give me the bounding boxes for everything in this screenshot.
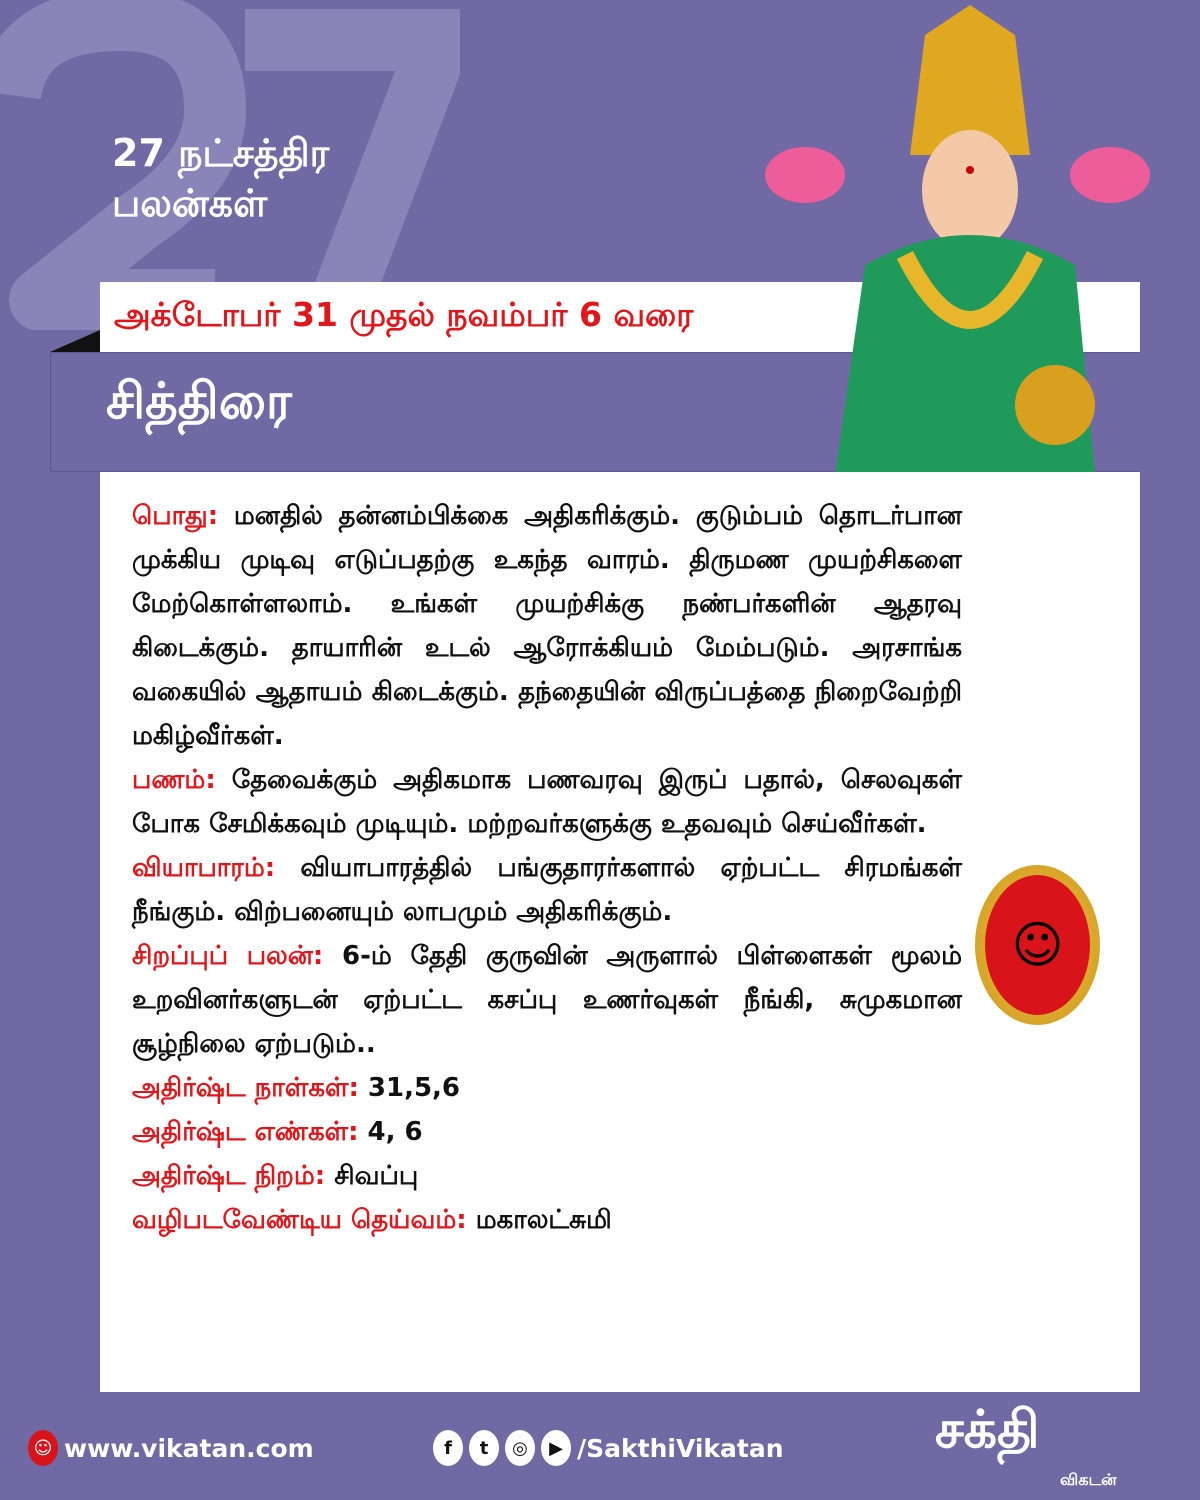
section-money — [132, 758, 962, 846]
youtube-icon[interactable]: ▶ — [541, 1430, 571, 1466]
section-general — [132, 494, 962, 758]
section-label: பணம்: — [132, 765, 216, 795]
vikatan-logo-icon: ☺ — [28, 1430, 58, 1466]
section-text: 31,5,6 — [358, 1073, 461, 1103]
section-label: சிறப்புப் பலன்: — [132, 941, 324, 971]
section-text: 6-ம் தேதி குருவின் அருளால் பிள்ளைகள் மூலம் உறவினர்களுடன் ஏற்பட்ட கசப்பு உணர்வுகள் நீங்கி, சுமுகமான சூழ்நிலை ஏற்படும்.. — [132, 941, 962, 1059]
star-name: சித்திரை — [106, 372, 292, 430]
brand-logo: சக்தி — [935, 1400, 1040, 1460]
section-text: சிவப்பு — [325, 1161, 419, 1191]
section-text: 4, 6 — [358, 1117, 423, 1147]
date-range: அக்டோபர் 31 முதல் நவம்பர் 6 வரை — [114, 295, 694, 334]
section-label: அதிர்ஷ்ட நிறம்: — [132, 1161, 326, 1191]
brand-sub: விகடன் — [1060, 1470, 1117, 1489]
deity — [132, 1198, 962, 1242]
vikatan-mascot-logo: ☺ — [975, 865, 1100, 1025]
section-label: பொது: — [132, 501, 219, 531]
section-text: தேவைக்கும் அதிகமாக பணவரவு இருப் பதால், செலவுகள் போக சேமிக்கவும் முடியும். மற்றவர்களுக்கு உதவவும் செய்வீர்கள். — [132, 765, 962, 839]
section-label: வழிபடவேண்டிய தெய்வம்: — [132, 1205, 467, 1235]
section-business — [132, 846, 962, 934]
footer — [28, 1430, 868, 1470]
corner-triangle — [50, 330, 100, 352]
lucky-color — [132, 1154, 962, 1198]
goddess-lakshmi-image — [755, 5, 1155, 475]
section-text: மனதில் தன்னம்பிக்கை அதிகரிக்கும். குடும்பம் தொடர்பான முக்கிய முடிவு எடுப்பதற்கு உகந்த வாரம். திருமண முயற்சிகளை மேற்கொள்ளலாம். உங்கள் முயற்சிக்கு நண்பர்களின் ஆதரவு கிடைக்கும். தாயாரின் உடல் ஆரோக்கியம் மேம்படும். அரசாங்க வகையில் ஆதாயம் கிடைக்கும். தந்தையின் விருப்பத்தை நிறைவேற்றி மகிழ்வீர்கள். — [132, 501, 962, 751]
social-handle[interactable]: /SakthiVikatan — [577, 1433, 784, 1463]
lucky-days — [132, 1066, 962, 1110]
section-label: வியாபாரம்: — [132, 853, 276, 883]
website-link[interactable]: www.vikatan.com — [64, 1433, 314, 1463]
section-text: வியாபாரத்தில் பங்குதாரர்களால் ஏற்பட்ட சிரமங்கள் நீங்கும். விற்பனையும் லாபமும் அதிகரிக்கும். — [132, 853, 962, 927]
section-special — [132, 934, 962, 1066]
lucky-numbers — [132, 1110, 962, 1154]
instagram-icon[interactable]: ◎ — [505, 1430, 535, 1466]
twitter-icon[interactable]: t — [469, 1430, 499, 1466]
facebook-icon[interactable]: f — [433, 1430, 463, 1466]
series-title: 27 நட்சத்திர பலன்கள் — [112, 131, 330, 225]
section-label: அதிர்ஷ்ட எண்கள்: — [132, 1117, 359, 1147]
section-label: அதிர்ஷ்ட நாள்கள்: — [132, 1073, 359, 1103]
section-text: மகாலட்சுமி — [466, 1205, 612, 1235]
